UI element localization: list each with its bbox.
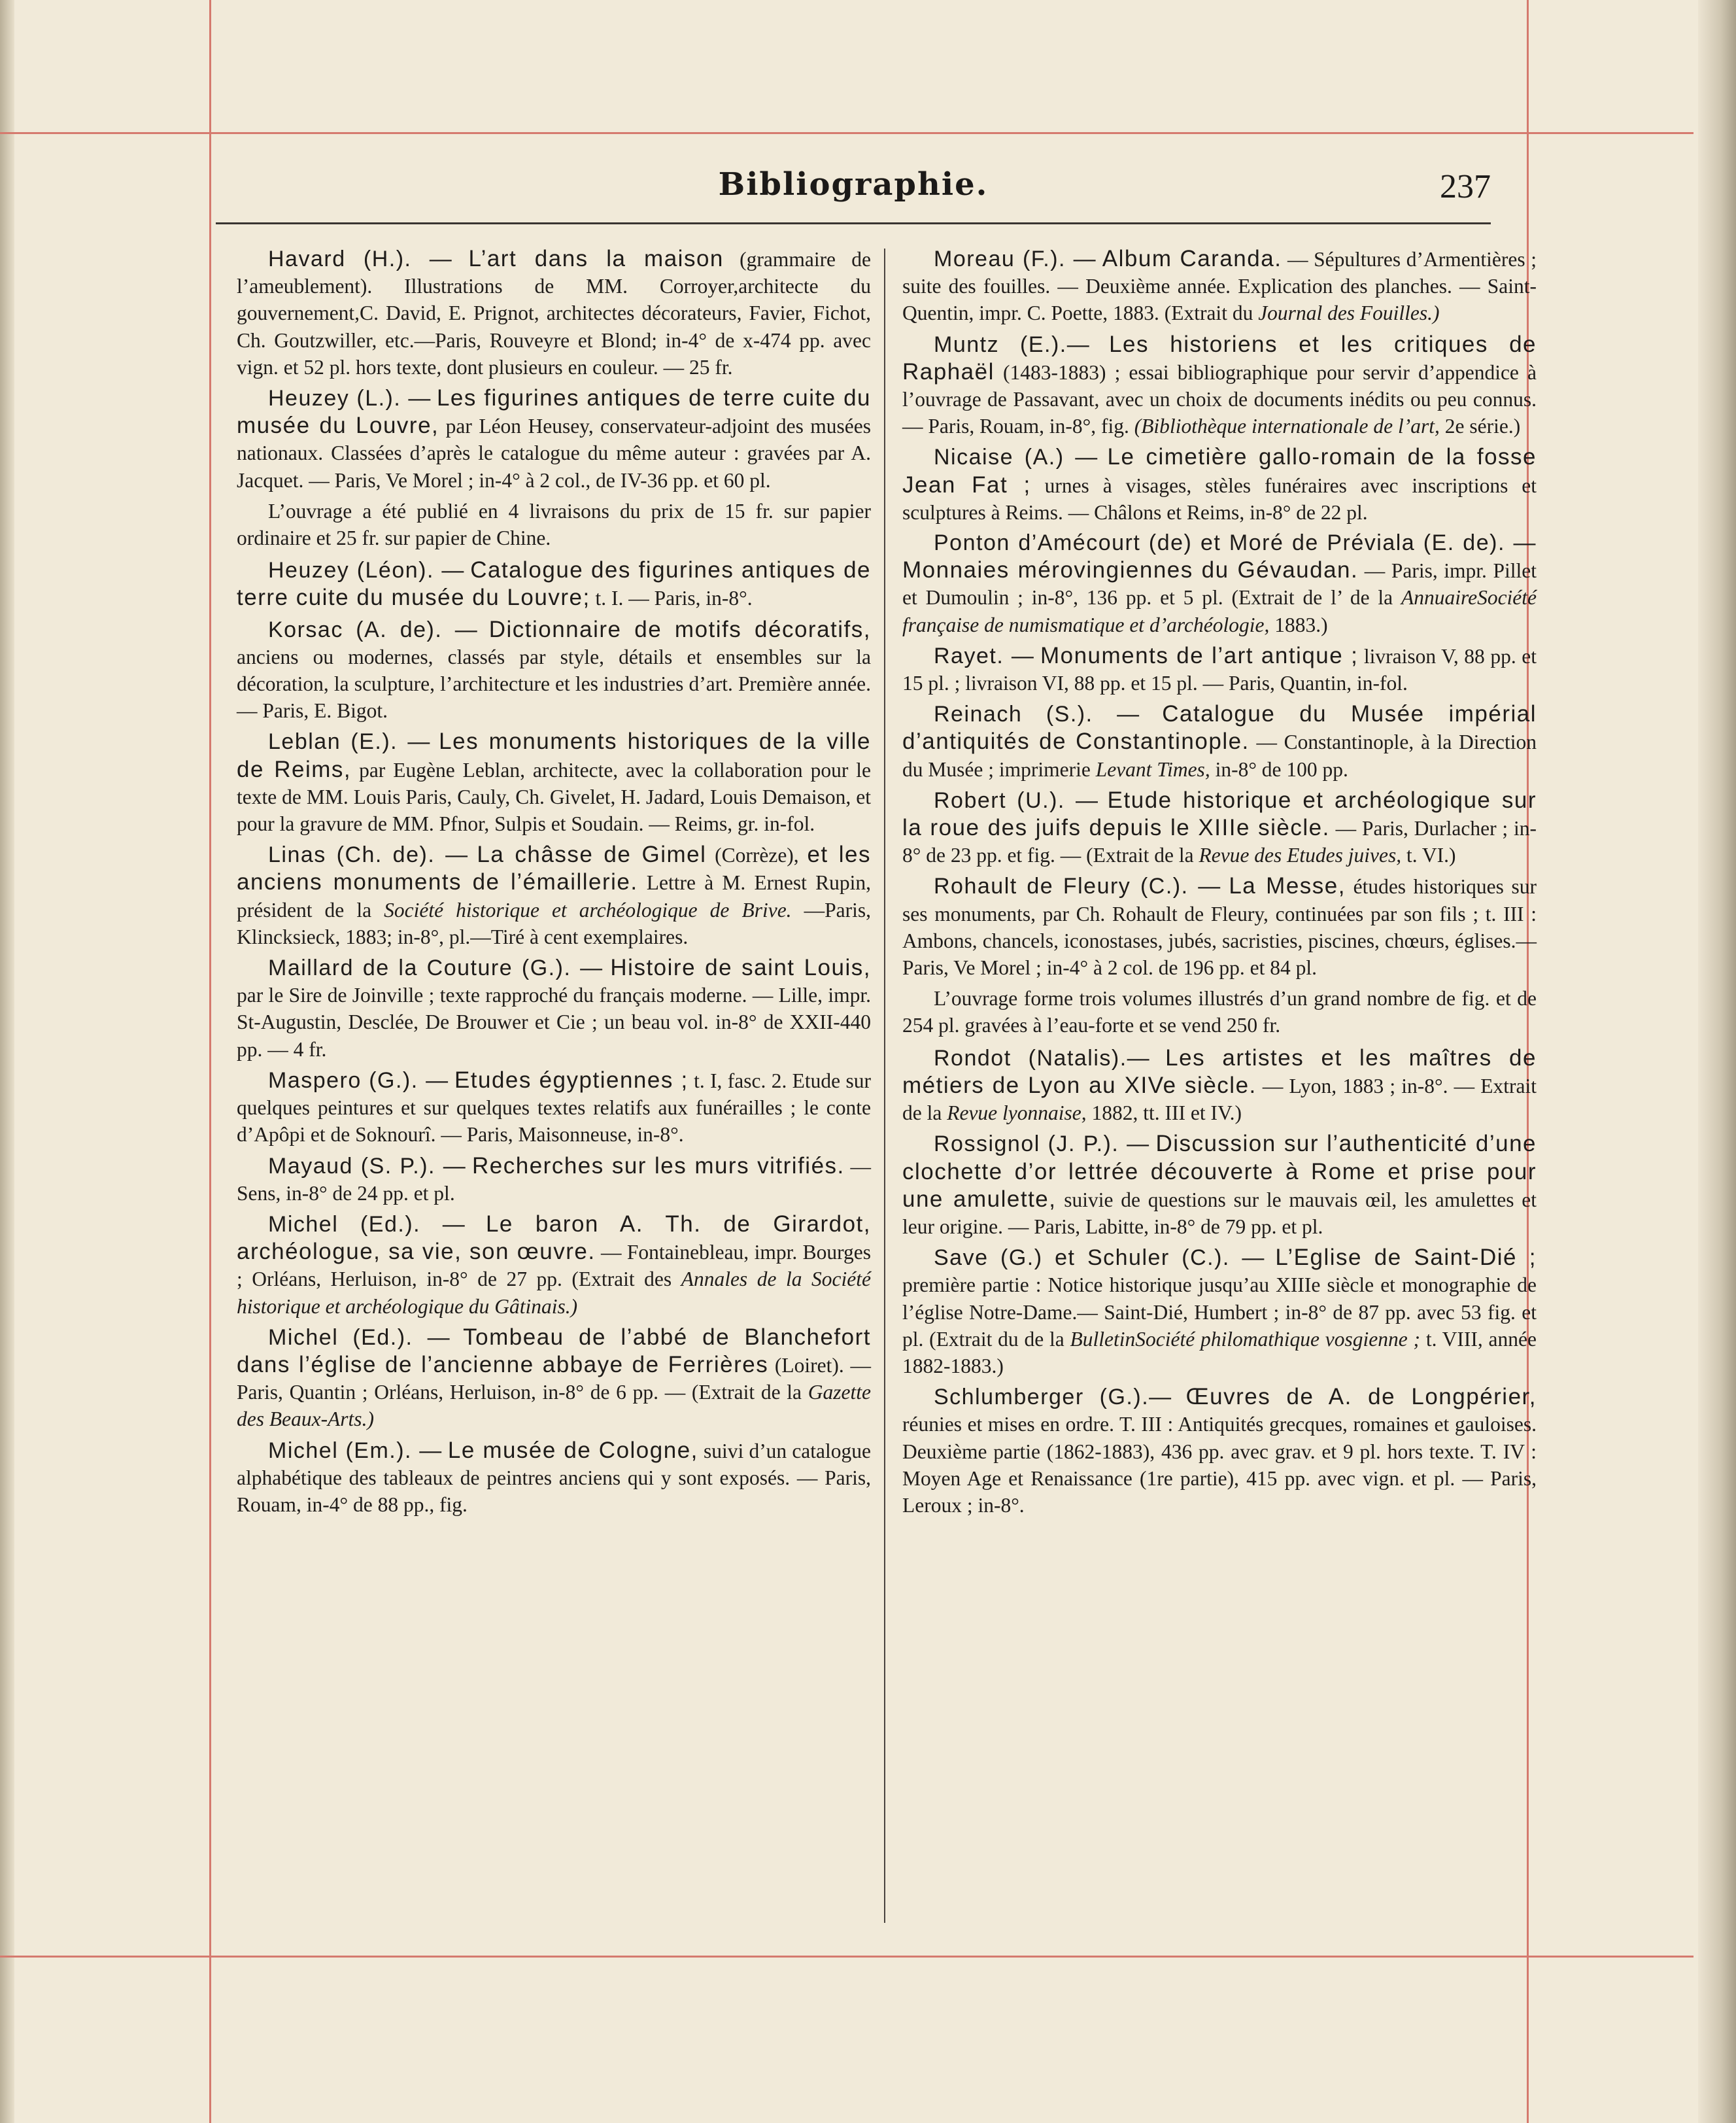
entry-italic: Gazette des Beaux-Arts.)	[237, 1381, 871, 1431]
entry-text: — Sépultures d’Armentières ; suite des fouilles. — Deuxième année. Explication des planches. — Saint-Quentin, impr. C. Poette, 1883. (Extrait du	[902, 248, 1537, 325]
column-rule	[884, 249, 885, 1923]
entry-text: — Paris, Durlacher ; in-8° de 23 pp. et fig. — (Extrait de la	[902, 817, 1537, 867]
entry-author: Rayet. —	[934, 643, 1035, 668]
entry-title: L’art dans la maison	[468, 246, 724, 271]
bibliography-entry	[902, 245, 1537, 327]
entry-italic: Société philomathique vosgienne ;	[1135, 1327, 1421, 1351]
running-title: Bibliographie.	[718, 166, 989, 203]
entry-title: Les monuments historiques de la ville de Reims,	[237, 729, 872, 782]
bibliography-entry	[237, 954, 871, 1063]
entry-text: par le Sire de Joinville ; texte rapproché du français moderne. — Lille, impr. St-Augustin, Desclée, De Brouwer et Cie ; un beau vol. in-8° de XXII-440 pp. — 4 fr.	[237, 984, 871, 1061]
entry-text: 1882, tt. III et IV.)	[1086, 1101, 1242, 1125]
running-head	[216, 164, 1491, 216]
entry-author: Korsac (A. de). —	[268, 617, 479, 642]
entry-author: Heuzey (L.). —	[268, 386, 432, 411]
bibliography-entry	[237, 245, 871, 381]
entry-text: (Loiret). — Paris, Quantin ; Orléans, Herluison, in-8° de 6 pp. — (Extrait de la	[237, 1353, 871, 1404]
entry-italic: Journal des Fouilles.)	[1258, 302, 1440, 325]
entry-title: Le musée de Cologne,	[447, 1437, 698, 1463]
entry-italic: Société historique et archéologique de Brive.	[384, 898, 792, 922]
entry-title: Dictionnaire de motifs décoratifs,	[488, 616, 871, 642]
entry-author: Ponton d’Amécourt (de) et Moré de Préviala (E. de). —	[934, 530, 1537, 556]
entry-title: Œuvres de A. de Longpérier,	[1185, 1384, 1537, 1410]
entry-text: (Corrèze),	[706, 844, 808, 867]
page-number: 237	[1440, 168, 1491, 205]
bibliography-entry	[902, 1130, 1537, 1240]
entry-author: Rondot (Natalis).—	[934, 1045, 1151, 1071]
entry-author: Michel (Ed.). —	[268, 1211, 466, 1237]
entry-text: — Sens, in-8° de 24 pp. et pl.	[237, 1154, 871, 1205]
entry-text: livraison V, 88 pp. et 15 pl. ; livraison VI, 88 pp. et 15 pl. — Paris, Quantin, in-fol.	[902, 644, 1537, 695]
bibliography-entry	[902, 1044, 1537, 1127]
entry-title: Histoire de saint Louis,	[610, 955, 871, 981]
entry-title: Monnaies mérovingiennes du Gévaudan.	[902, 557, 1359, 583]
entry-author: Save (G.) et Schuler (C.). —	[934, 1245, 1265, 1271]
bibliography-entry	[902, 1383, 1537, 1519]
entry-author: Rohault de Fleury (C.). —	[934, 874, 1221, 899]
entry-text: (1483-1883) ; essai bibliographique pour servir d’appendice à l’ouvrage de Passavant, avec un choix de documents inédits ou peu connus. — Paris, Rouam, in-8°, fig.	[902, 360, 1537, 438]
bibliography-entry	[902, 787, 1537, 869]
entry-author: Schlumberger (G.).—	[934, 1385, 1172, 1410]
entry-text: — Lyon, 1883 ; in-8°. — Extrait de la	[902, 1074, 1537, 1125]
entry-title: Catalogue des figurines antiques de terre cuite du musée du Louvre;	[237, 557, 871, 611]
entry-title: Les figurines antiques de terre cuite du musée du Louvre,	[237, 385, 872, 439]
entry-title: La Messe,	[1229, 873, 1346, 899]
entry-text: —Paris, Klincksieck, 1883; in-8°, pl.—Tiré à cent exemplaires.	[237, 898, 872, 948]
entry-text: de la	[1342, 586, 1401, 610]
entry-text: études historiques sur ses monuments, par Ch. Rohault de Fleury, continuées par son fils ; t. III : Ambons, chancels, iconostases, jubés, sacristies, piscines, chœurs, églises.— Paris, Ve Morel ; in-4° à 2 col. de 196 pp. et 84 pl.	[902, 875, 1537, 980]
entry-text: anciens ou modernes, classés par style, détails et ensembles sur la décoration, la sculpture, l’architecture et les industries d’art. Première année.— Paris, E. Bigot.	[237, 645, 871, 723]
entry-author: Michel (Em.). —	[268, 1438, 443, 1463]
bibliography-entry	[237, 1152, 871, 1207]
entry-text: — Fontainebleau, impr. Bourges ; Orléans, Herluison, in-8° de 27 pp. (Extrait des	[237, 1241, 872, 1291]
bibliography-entry	[237, 1437, 871, 1519]
bibliography-entry	[902, 1244, 1537, 1379]
entry-author: Havard (H.). —	[268, 247, 453, 271]
bibliography-entry	[902, 872, 1537, 981]
entry-title: Le cimetière gallo-romain de la fosse Jean Fat ;	[902, 444, 1537, 498]
entry-author: Michel (Ed.). —	[268, 1324, 451, 1350]
note-text: L’ouvrage forme trois volumes illustrés d’un grand nombre de fig. et de 254 pl. gravées à l’eau-forte et se vend 250 fr.	[902, 987, 1537, 1037]
entry-author: Leblan (E.). —	[268, 729, 431, 755]
entry-author: Moreau (F.). —	[934, 247, 1097, 271]
bibliography-entry	[237, 841, 871, 950]
entry-text: 1883.)	[1269, 613, 1328, 636]
bibliography-entry	[902, 642, 1537, 697]
bibliography-entry	[902, 700, 1537, 783]
page-edge-shadow	[1698, 0, 1736, 2123]
bibliography-note	[237, 498, 871, 551]
entry-text: — Constantinople, à la Direction du Musée ; imprimerie	[902, 731, 1537, 781]
entry-italic: Revue des Etudes juives,	[1199, 844, 1402, 867]
red-rule-left	[209, 0, 211, 2123]
bibliography-note	[902, 985, 1537, 1039]
entry-author: Linas (Ch. de). —	[268, 842, 469, 868]
left-column	[237, 245, 871, 1522]
entry-author: Nicaise (A.) —	[934, 445, 1098, 470]
header-rule	[216, 222, 1491, 224]
entry-title: Etudes égyptiennes ;	[454, 1067, 689, 1093]
entry-text: — Paris, impr. Pillet et Dumoulin ; in-8°, 136 pp. et 5 pl. (Extrait de l’	[902, 559, 1537, 610]
entry-title: Les artistes et les maîtres de métiers de Lyon au XIVe siècle.	[902, 1044, 1537, 1098]
entry-italic: (Bibliothèque internationale de l’art,	[1134, 415, 1440, 438]
entry-text: réunies et mises en ordre. T. III : Antiquités grecques, romaines et gauloises. Deuxième partie (1862-1883), 436 pp. avec grav. et 9 pl. hors texte. T. IV : Moyen Age et Renaissance (1re partie), 415 pp. avec vign. et pl. — Paris, Leroux ; in-8°.	[902, 1413, 1537, 1517]
entry-text: t. VIII, année 1882-1883.)	[902, 1327, 1537, 1377]
entry-author: Reinach (S.). —	[934, 702, 1140, 727]
entry-text: t. I. — Paris, in-8°.	[590, 587, 753, 610]
bibliography-entry	[237, 728, 871, 837]
entry-text: première partie : Notice historique jusqu’au XIIIe siècle et monographie de l’église Notre-Dame.— Saint-Dié, Humbert ; in-8° de 87 pp. avec 53 fig. et pl. (Extrait du	[902, 1273, 1537, 1351]
bibliography-entry	[237, 1324, 871, 1433]
entry-title: Catalogue du Musée impérial d’antiquités de Constantinople.	[902, 701, 1537, 755]
entry-text: (grammaire de l’ameublement). Illustrations de MM. Corroyer,architecte du gouvernement,C. David, E. Prignot, architectes décorateurs, Favier, Fichot, Ch. Goutzwiller, etc.—Paris, Rouveyre et Blond; in-4° de x-474 pp. avec vign. et 52 pl. hors texte, dont plusieurs en couleur. — 25 fr.	[237, 248, 871, 379]
bibliography-entry	[237, 616, 871, 725]
right-column	[902, 245, 1537, 1523]
entry-author: Heuzey (Léon). —	[268, 558, 465, 583]
entry-author: Maspero (G.). —	[268, 1067, 449, 1093]
entry-italic: Annales de la Société historique et archéologique du Gâtinais.)	[237, 1268, 871, 1318]
entry-italic: Levant Times,	[1095, 757, 1210, 781]
entry-text: de la	[1024, 1327, 1070, 1351]
entry-text: urnes à visages, stèles funéraires avec inscriptions et sculptures à Reims. — Châlons et Reims, in-8° de 22 pl.	[902, 474, 1537, 524]
entry-title: Discussion sur l’authenticité d’une clochette d’or lettrée découverte à Rome et prise pour une amulette,	[902, 1131, 1537, 1212]
note-text: L’ouvrage a été publié en 4 livraisons du prix de 15 fr. sur papier ordinaire et 25 fr. sur papier de Chine.	[237, 499, 871, 550]
entry-author: Rossignol (J. P.). —	[934, 1131, 1150, 1157]
entry-title: Les historiens et les critiques de Raphaël	[902, 331, 1537, 385]
entry-author: Maillard de la Couture (G.). —	[268, 956, 604, 981]
page-gutter	[0, 0, 14, 2123]
entry-title: Album Caranda.	[1102, 246, 1282, 271]
entry-title: Recherches sur les murs vitrifiés.	[472, 1152, 845, 1179]
entry-text: t. I, fasc. 2. Etude sur quelques peintures et sur quelques textes relatifs aux funérailles ; le conte d’Apôpi et de Soknourî. — Paris, Maisonneuse, in-8°.	[237, 1069, 871, 1147]
bibliography-entry	[237, 1067, 871, 1148]
entry-text: 2e série.)	[1439, 415, 1521, 438]
bibliography-entry	[237, 385, 871, 494]
entry-text: par Eugène Leblan, architecte, avec la collaboration pour le texte de MM. Louis Paris, Cauly, Ch. Givelet, H. Jadard, Louis Demaison, et pour la gravure de MM. Pfnor, Sulpis et Soudain. — Reims, gr. in-fol.	[237, 758, 871, 836]
entry-title: Le baron A. Th. de Girardot, archéologue, sa vie, son œuvre.	[237, 1211, 871, 1265]
bibliography-entry	[237, 1211, 871, 1320]
entry-title: La châsse de Gimel	[477, 842, 707, 868]
entry-text: in-8° de 100 pp.	[1210, 757, 1348, 781]
entry-author: Robert (U.). —	[934, 787, 1099, 813]
entry-text: suivie de questions sur le mauvais œil, les amulettes et leur origine. — Paris, Labitte, in-8° de 79 pp. et pl.	[902, 1188, 1537, 1238]
entry-italic: Société française de numismatique et d’archéologie,	[902, 586, 1537, 636]
entry-title: Etude historique et archéologique sur la roue des juifs depuis le XIIIe siècle.	[902, 787, 1537, 841]
red-rule-top	[0, 132, 1693, 134]
entry-title: Monuments de l’art antique ;	[1040, 642, 1359, 668]
entry-text: t. VI.)	[1401, 844, 1456, 867]
entry-italic: Bulletin	[1070, 1327, 1136, 1351]
entry-title: et les anciens monuments de l’émaillerie.	[237, 842, 871, 895]
entry-title: L’Eglise de Saint-Dié ;	[1275, 1245, 1537, 1271]
red-rule-bottom	[0, 1956, 1693, 1958]
entry-title: Tombeau de l’abbé de Blanchefort dans l’église de l’ancienne abbaye de Ferrières	[237, 1324, 871, 1377]
bibliography-entry	[902, 530, 1537, 638]
entry-text: par Léon Heusey, conservateur-adjoint des musées nationaux. Classées d’après le catalogue du même auteur : gravées par A. Jacquet. — Paris, Ve Morel ; in-4° à 2 col., de IV-36 pp. et 60 pl.	[237, 415, 871, 492]
entry-text: suivi d’un catalogue alphabétique des tableaux de peintres anciens qui y sont exposés. — Paris, Rouam, in-4° de 88 pp., fig.	[237, 1439, 872, 1516]
entry-author: Muntz (E.).—	[934, 332, 1091, 357]
entry-italic: Revue lyonnaise,	[947, 1101, 1087, 1125]
bibliography-entry	[902, 331, 1537, 440]
entry-author: Mayaud (S. P.). —	[268, 1153, 467, 1179]
bibliography-entry	[902, 443, 1537, 526]
entry-text: Lettre à M. Ernest Rupin, président de la	[237, 871, 871, 922]
bibliography-entry	[237, 557, 871, 612]
entry-italic: Annuaire	[1401, 586, 1478, 610]
